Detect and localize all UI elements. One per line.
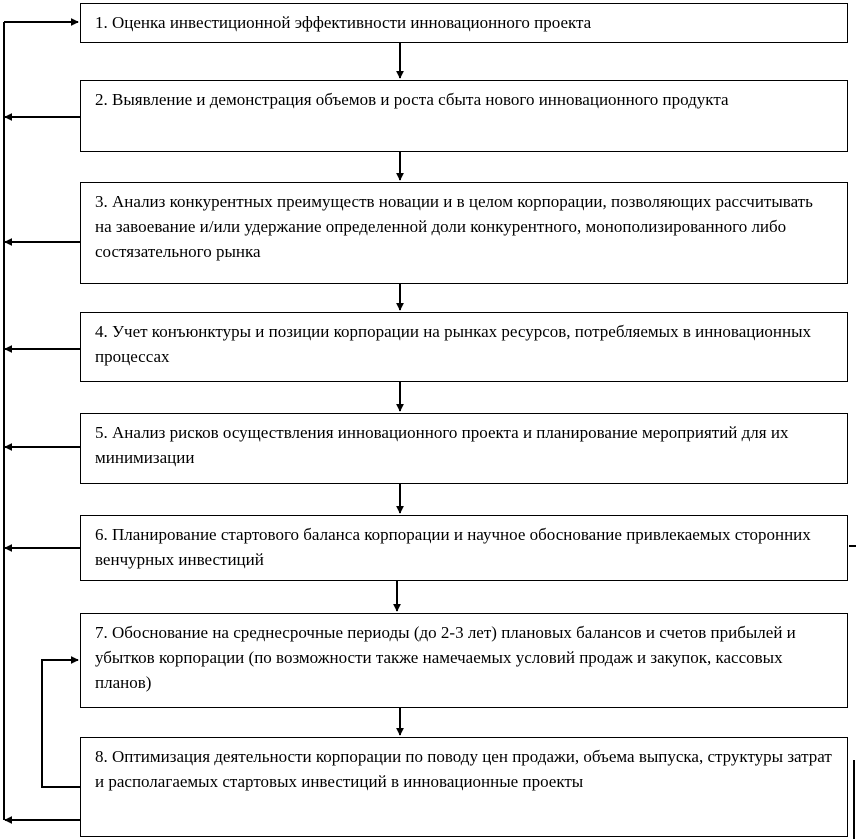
- step-text-4: 4. Учет конъюнктуры и позиции корпорации на рынках ресурсов, потребляемых в инновационных процессах: [95, 322, 812, 366]
- step-text-6: 6. Планирование стартового баланса корпорации и научное обоснование привлекаемых сторонних венчурных инвестиций: [95, 525, 811, 569]
- loop-8-to-7: [42, 660, 80, 787]
- step-text-5: 5. Анализ рисков осуществления инновационного проекта и планирование мероприятий для их минимизации: [95, 423, 789, 467]
- step-text-2: 2. Выявление и демонстрация объемов и роста сбыта нового инновационного продукта: [95, 90, 729, 109]
- step-text-7: 7. Обоснование на среднесрочные периоды (до 2-3 лет) плановых балансов и счетов прибылей и убытков корпорации (по возможности также намечаемых условий продаж и закупок, кассовых планов): [95, 623, 796, 692]
- step-text-8: 8. Оптимизация деятельности корпорации по поводу цен продажи, объема выпуска, структуры затрат и располагаемых стартовых инвестиций в инновационные проекты: [95, 747, 832, 791]
- step-text-3: 3. Анализ конкурентных преимуществ новации и в целом корпорации, позволяющих рассчитывать на завоевание и/или удержание определенной доли конкурентного, монополизированного либо состязательного рынка: [95, 192, 813, 261]
- step-text-1: 1. Оценка инвестиционной эффективности инновационного проекта: [95, 13, 592, 32]
